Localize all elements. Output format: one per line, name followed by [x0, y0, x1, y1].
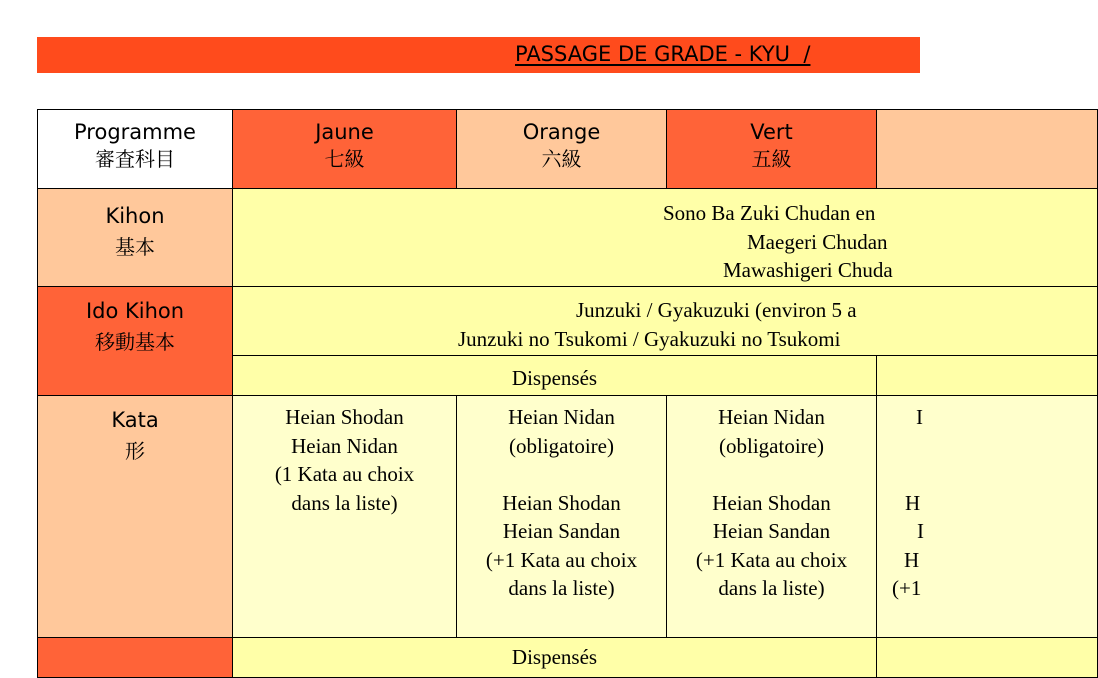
- kata-orange-line: dans la liste): [508, 576, 615, 600]
- header-programme-label: Programme: [74, 120, 196, 144]
- bottom-dispenses-text: Dispensés: [511, 645, 598, 669]
- kihon-jp: 基本: [115, 235, 155, 259]
- kata-vert-line: Heian Nidan: [718, 405, 825, 429]
- header-row: [38, 110, 1098, 189]
- bottom-content: [233, 638, 877, 678]
- kata-next-line: I: [916, 405, 923, 429]
- kihon-content: [233, 189, 1098, 287]
- kata-next: [877, 396, 1098, 638]
- header-vert-label: Vert: [750, 120, 793, 144]
- kata-jp: 形: [125, 439, 145, 463]
- header-vert-jp: 五級: [751, 147, 792, 171]
- page-title: PASSAGE DE GRADE - KYU /: [515, 42, 811, 66]
- kata-next-line: H: [904, 547, 920, 572]
- kata-vert-line: dans la liste): [718, 576, 825, 600]
- kata-vert-line: Heian Sandan: [712, 519, 831, 543]
- header-jaune-label: Jaune: [315, 120, 374, 144]
- ido-kihon-label: Ido Kihon: [85, 299, 185, 323]
- kata-next-line: [897, 432, 1097, 461]
- kata-orange-line: (obligatoire): [509, 433, 614, 458]
- kihon-line-1: Sono Ba Zuki Chudan en: [663, 201, 876, 225]
- kata-jaune-line: Heian Shodan: [285, 405, 404, 429]
- ido-kihon-jp: 移動基本: [95, 330, 175, 354]
- kata-vert-line: (obligatoire): [719, 433, 824, 458]
- ido-kihon-label-cell: [38, 287, 233, 396]
- ido-kihon-row: [38, 287, 1098, 356]
- header-jaune-jp: 七級: [324, 147, 365, 171]
- kata-jaune-line: (1 Kata au choix: [274, 462, 415, 486]
- bottom-next: [877, 638, 1098, 678]
- kihon-label-cell: [38, 189, 233, 287]
- header-orange-label: Orange: [522, 120, 601, 144]
- kata-jaune-line: Heian Nidan: [291, 433, 398, 458]
- kata-label-cell: [38, 396, 233, 638]
- kata-next-line: (+1: [892, 576, 922, 600]
- kihon-row: [38, 189, 1098, 287]
- header-programme: [38, 110, 233, 189]
- bottom-row: [38, 638, 1098, 678]
- kata-orange-line: Heian Sandan: [502, 519, 621, 543]
- kata-orange: [457, 396, 667, 638]
- kata-vert-line: Heian Shodan: [712, 490, 831, 515]
- ido-kihon-line-1: Junzuki / Gyakuzuki (environ 5 a: [576, 298, 857, 322]
- kata-vert: [667, 396, 877, 638]
- kata-label: Kata: [111, 408, 159, 432]
- kata-jaune: [233, 396, 457, 638]
- kata-row: [38, 396, 1098, 638]
- kihon-label: Kihon: [105, 204, 165, 228]
- kata-orange-line: [457, 460, 666, 489]
- header-orange-jp: 六級: [541, 147, 582, 171]
- kata-next-line: I: [917, 519, 924, 543]
- ido-kihon-dispenses-text: Dispensés: [511, 366, 598, 390]
- kihon-line-3: Mawashigeri Chuda: [723, 258, 893, 282]
- kata-orange-line: Heian Nidan: [508, 405, 615, 429]
- header-orange: [457, 110, 667, 189]
- ido-kihon-line-2: Junzuki no Tsukomi / Gyakuzuki no Tsukomi: [458, 326, 841, 351]
- ido-kihon-next: [877, 356, 1098, 396]
- header-vert: [667, 110, 877, 189]
- grade-table: [37, 109, 1098, 678]
- header-programme-jp: 審査科目: [95, 147, 175, 171]
- bottom-label-cell: [38, 638, 233, 678]
- header-jaune: [233, 110, 457, 189]
- kata-orange-line: (+1 Kata au choix: [485, 547, 638, 572]
- kata-jaune-line: dans la liste): [291, 490, 398, 515]
- kata-vert-line: (+1 Kata au choix: [695, 547, 848, 572]
- kata-next-line: [897, 460, 1097, 489]
- kata-vert-line: [667, 460, 876, 489]
- header-next: [877, 110, 1098, 189]
- ido-kihon-dispenses: [233, 356, 877, 396]
- kihon-line-2: Maegeri Chudan: [747, 229, 888, 254]
- kata-next-line: H: [905, 490, 921, 515]
- ido-kihon-content: [233, 287, 1098, 356]
- kata-orange-line: Heian Shodan: [502, 490, 621, 515]
